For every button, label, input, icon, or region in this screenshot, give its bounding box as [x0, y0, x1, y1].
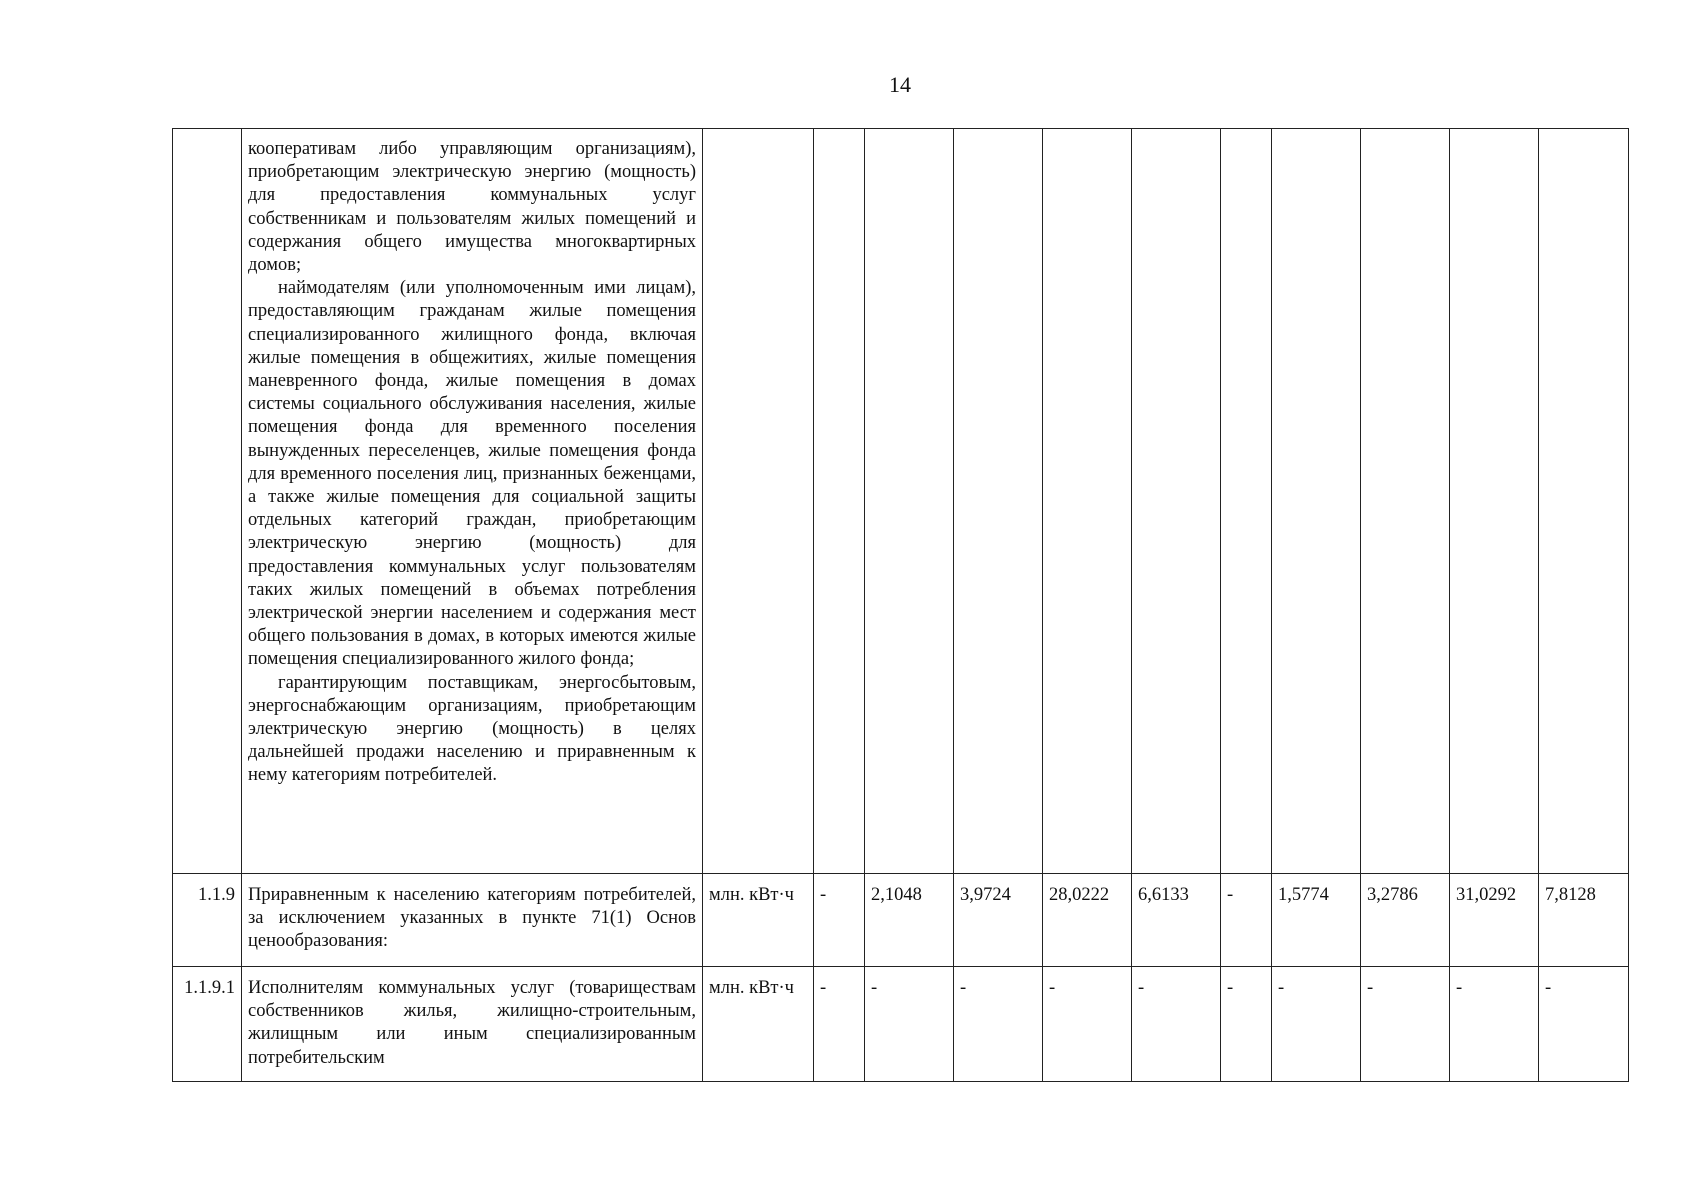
- value-cell: -: [1221, 967, 1272, 1082]
- row-description: [242, 967, 703, 1082]
- value-cell: [814, 129, 865, 874]
- value-cell: -: [1450, 967, 1539, 1082]
- description-paragraph: кооперативам либо управляющим организациям), приобретающим электрическую энергию (мощность) для предоставления коммунальных услуг собственникам и пользователям жилых помещений и содержания общего имущества многоквартирных домов;: [248, 139, 696, 276]
- value-cell: -: [814, 967, 865, 1082]
- value-cell: -: [1132, 967, 1221, 1082]
- row-unit: млн. кВт·ч: [703, 967, 814, 1082]
- row-description: [242, 874, 703, 967]
- row-description: [242, 129, 703, 874]
- value-cell: [954, 129, 1043, 874]
- value-cell: 3,2786: [1361, 874, 1450, 967]
- row-number: [173, 129, 242, 874]
- value-cell: 7,8128: [1539, 874, 1629, 967]
- value-cell: [1221, 129, 1272, 874]
- value-cell: -: [1361, 967, 1450, 1082]
- value-cell: -: [954, 967, 1043, 1082]
- row-unit: млн. кВт·ч: [703, 874, 814, 967]
- value-cell: [1539, 129, 1629, 874]
- description-paragraph: гарантирующим поставщикам, энергосбытовым, энергоснабжающим организациям, приобретающим электрическую энергию (мощность) в целях дальнейшей продажи населению и приравненным к нему категориям потребителей.: [248, 672, 696, 786]
- value-cell: [1450, 129, 1539, 874]
- value-cell: 6,6133: [1132, 874, 1221, 967]
- value-cell: -: [1043, 967, 1132, 1082]
- table-row: [173, 874, 1629, 967]
- value-cell: [1043, 129, 1132, 874]
- value-cell: 31,0292: [1450, 874, 1539, 967]
- value-cell: 28,0222: [1043, 874, 1132, 967]
- table-row: [173, 967, 1629, 1082]
- value-cell: [1132, 129, 1221, 874]
- value-cell: -: [1272, 967, 1361, 1082]
- value-cell: -: [1539, 967, 1629, 1082]
- row-unit: [703, 129, 814, 874]
- value-cell: 2,1048: [865, 874, 954, 967]
- description-paragraph: Приравненным к населению категориям потребителей, за исключением указанных в пункте 71(1) Основ ценообразования:: [248, 885, 696, 952]
- value-cell: -: [1221, 874, 1272, 967]
- value-cell: [1272, 129, 1361, 874]
- row-number: 1.1.9: [173, 874, 242, 967]
- value-cell: 3,9724: [954, 874, 1043, 967]
- value-cell: [865, 129, 954, 874]
- value-cell: -: [814, 874, 865, 967]
- row-number: 1.1.9.1: [173, 967, 242, 1082]
- value-cell: -: [865, 967, 954, 1082]
- tariff-table: [172, 128, 1629, 1082]
- table-row: [173, 129, 1629, 874]
- description-paragraph: наймодателям (или уполномоченным ими лицам), предоставляющим гражданам жилые помещения специализированного жилищного фонда, включая жилые помещения в общежитиях, жилые помещения маневренного фонда, жилые помещения в домах системы социального обслуживания населения, жилые помещения фонда для временного поселения вынужденных переселенцев, жилые помещения фонда для временного поселения лиц, признанных беженцами, а также жилые помещения для социальной защиты отдельных категорий граждан, приобретающим электрическую энергию (мощность) для предоставления коммунальных услуг пользователям таких жилых помещений в объемах потребления электрической энергии населением и содержания мест общего пользования в домах, в которых имеются жилые помещения специализированного жилого фонда;: [248, 278, 696, 670]
- page-number: 14: [889, 72, 911, 97]
- description-paragraph: Исполнителям коммунальных услуг (товариществам собственников жилья, жилищно-строительным, жилищным или иным специализированным потребительским: [248, 978, 696, 1068]
- value-cell: [1361, 129, 1450, 874]
- value-cell: 1,5774: [1272, 874, 1361, 967]
